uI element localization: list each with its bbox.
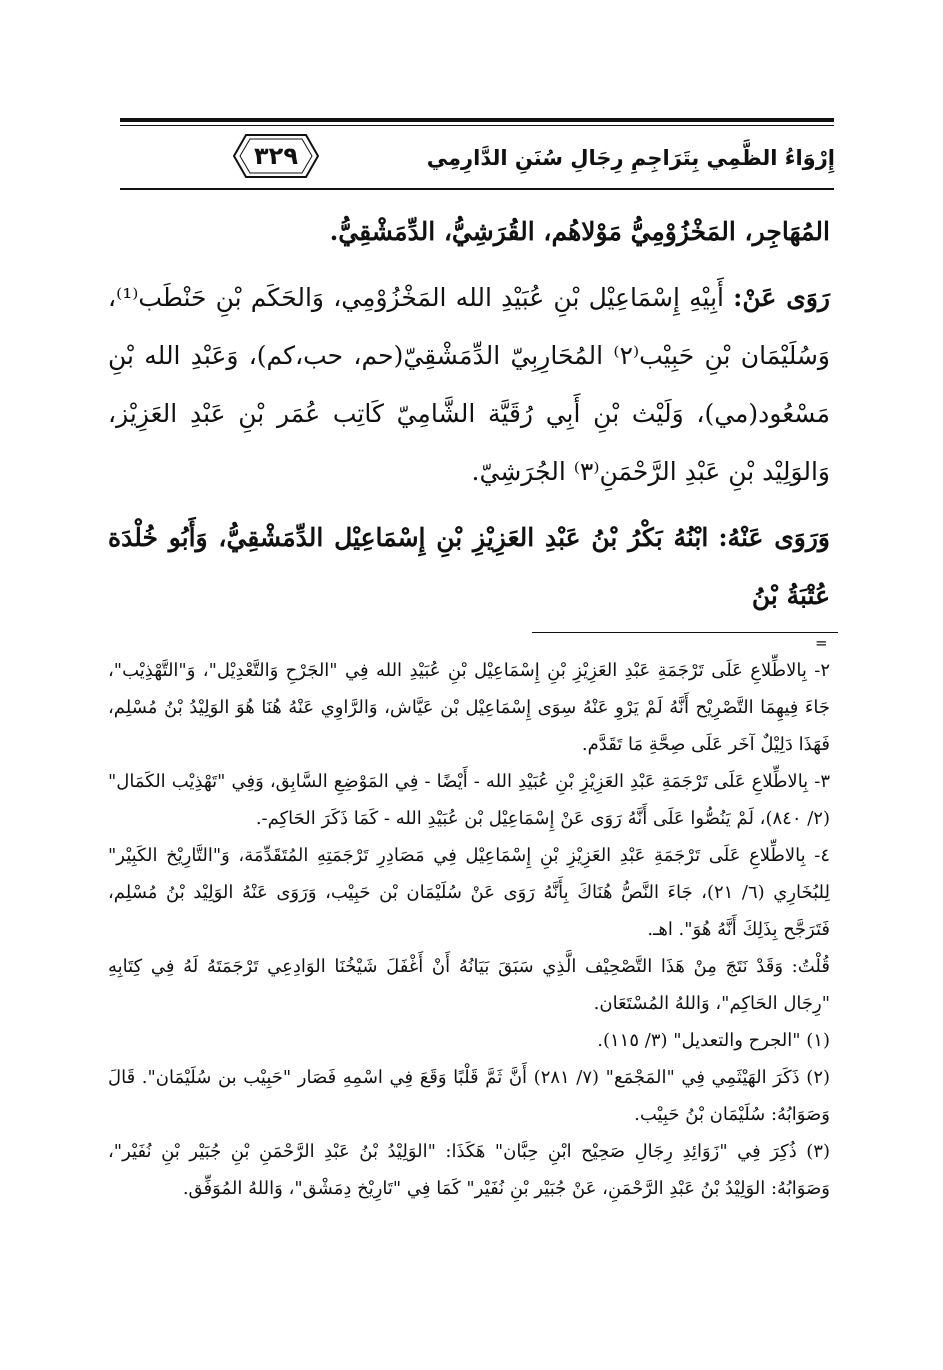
- page-number-frame: [232, 133, 320, 179]
- footnote-separator: [532, 632, 838, 633]
- header-rule-bottom: [120, 188, 834, 190]
- note-2: ٢- بِالاطِّلاعِ عَلَى تَرْجَمَةِ عَبْدِ العَزِيْزِ بْنِ إِسْمَاعِيْل بْنِ عُبَيْدِ الله فِي "الجَرْحِ وَالتَّعْدِيْل"، وَ"التَّهْذِيْب"، جَاءَ فِيهِمَا التَّصْرِيْح أَنَّهُ لَمْ يَرْوِ عَنْهُ سِوَى إِسْمَاعِيْل بْن عَيَّاش، وَالرَّاوِي عَنْهُ هُنَا هُوَ الوَلِيْدُ بْنُ مُسْلِم، فَهَذَا دَلِيْلٌ آخَر عَلَى صِحَّةِ مَا تَقَدَّم.: [108, 660, 830, 755]
- conclusion: قُلْتُ: وَقَدْ نَتَجَ مِنْ هَذَا التَّصْحِيْف الَّذِي سَبَقَ بَيَانُهُ أَنْ أَغْفَلَ شَيْخُنَا الوَادِعِي تَرْجَمَتَهُ لَهُ فِي كِتَابِهِ "رِجَال الحَاكِم"، وَاللهُ المُسْتَعَان.: [108, 956, 830, 1014]
- rawa-label: رَوَى عَنْ:: [733, 283, 830, 312]
- main-line-1: المُهَاجِر، المَخْزُوْمِيُّ مَوْلاهُم، القُرَشِيُّ، الدِّمَشْقِيُّ.: [329, 217, 830, 246]
- footnote-2: (٢) ذَكَرَ الهَيْثَمِي فِي "المَجْمَع" (٧/ ٢٨١) أَنَّ ثَمَّ قَلْبًا وَقَعَ فِي اسْمِهِ فَصَار "حَبِيْب بن سُلَيْمَان". قَالَ وَصَوَابُهُ: سُلَيْمَان بْنُ حَبِيْب.: [108, 1067, 831, 1125]
- rawa-anhu-text: ابْنُهُ بَكْرُ بْنُ عَبْدِ العَزِيْزِ بْنِ إِسْمَاعِيْل الدِّمَشْقِيُّ، وَأَبُو خُلْدَة عُتْبَةُ بْنُ: [108, 523, 830, 610]
- rawa-text: أَبِيْهِ إِسْمَاعِيْل بْنِ عُبَيْدِ الله المَخْزُوْمِي، وَالحَكَم بْنِ حَنْطَب⁽¹⁾، وَسُلَيْمَان بْنِ حَبِيْب⁽٢⁾ المُحَارِبِيّ الدِّمَشْقِيّ(حم، حب،كم)، وَعَبْدِ الله بْنِ مَسْعُود(مي)، وَلَيْث بْنِ أَبِي رُقَيَّة الشَّامِيّ كَاتِب عُمَر بْنِ عَبْدِ العَزِيْز، وَالوَلِيْد بْنِ عَبْدِ الرَّحْمَنِ⁽٣⁾ الجُرَشِيّ.: [108, 283, 830, 486]
- note-3: ٣- بِالاطِّلاعِ عَلَى تَرْجَمَةِ عَبْدِ العَزِيْزِ بْنِ عُبَيْدِ الله - أَيْضًا - فِي المَوْضِعِ السَّابِق، وَفِي "تَهْذِيْب الكَمَال" (٢/ ٨٤٠)، لَمْ يَنُصُّوا عَلَى أَنَّهُ رَوَى عَنْ إِسْمَاعِيْل بْن عُبَيْدِ الله - كَمَا ذَكَرَ الحَاكِم-.: [108, 771, 830, 829]
- main-text: [108, 203, 830, 625]
- continuation-mark: =: [815, 634, 828, 652]
- running-title: إِرْوَاءُ الظَّمِي بِتَرَاجِمِ رِجَالِ سُنَنِ الدَّارِمِي: [426, 146, 835, 170]
- footnote-1: (١) "الجرح والتعديل" (٣/ ١١٥).: [597, 1030, 830, 1051]
- paragraph-rawa-anhu: [108, 509, 830, 625]
- rawa-anhu-label: وَرَوَى عَنْهُ:: [718, 523, 830, 552]
- notes-section: [108, 652, 830, 1207]
- header-rule-thick: [120, 118, 834, 122]
- page-number: ٣٢٩: [254, 142, 298, 170]
- header-rule-thin: [120, 125, 834, 126]
- note-4: ٤- بِالاطِّلاعِ عَلَى تَرْجَمَةِ عَبْدِ العَزِيْزِ بْنِ إِسْمَاعِيْل فِي مَصَادِرِ تَرْجَمَتِهِ المُتَقَدِّمَة، وَ"التَّارِيْخ الكَبِيْر" لِلبُخَارِي (٦/ ٢١)، جَاءَ النَّصُّ هُنَاكَ بِأَنَّهُ رَوَى عَنْ سُلَيْمَان بْن حَبِيْب، وَرَوَى عَنْهُ الوَلِيْد بْنُ مُسْلِم، فَتَرَجَّح بِذَلِكَ أَنَّهُ هُوَ". اهـ.: [108, 845, 830, 940]
- footnote-3: (٣) ذُكِرَ فِي "زَوَائِدِ رِجَالِ صَحِيْح ابْنِ حِبَّان" هَكَذَا: "الوَلِيْدُ بْنُ عَبْدِ الرَّحْمَنِ بْنِ جُبَيْر بْنِ نُفَيْر"، وَصَوَابُهُ: الوَلِيْدُ بْنُ عَبْدِ الرَّحْمَنِ، عَنْ جُبَيْر بْنِ نُفَيْر" كَمَا فِي "تَارِيْخ دِمَشْق"، وَاللهُ المُوَفِّق.: [108, 1141, 830, 1199]
- paragraph-rawa: [108, 269, 830, 501]
